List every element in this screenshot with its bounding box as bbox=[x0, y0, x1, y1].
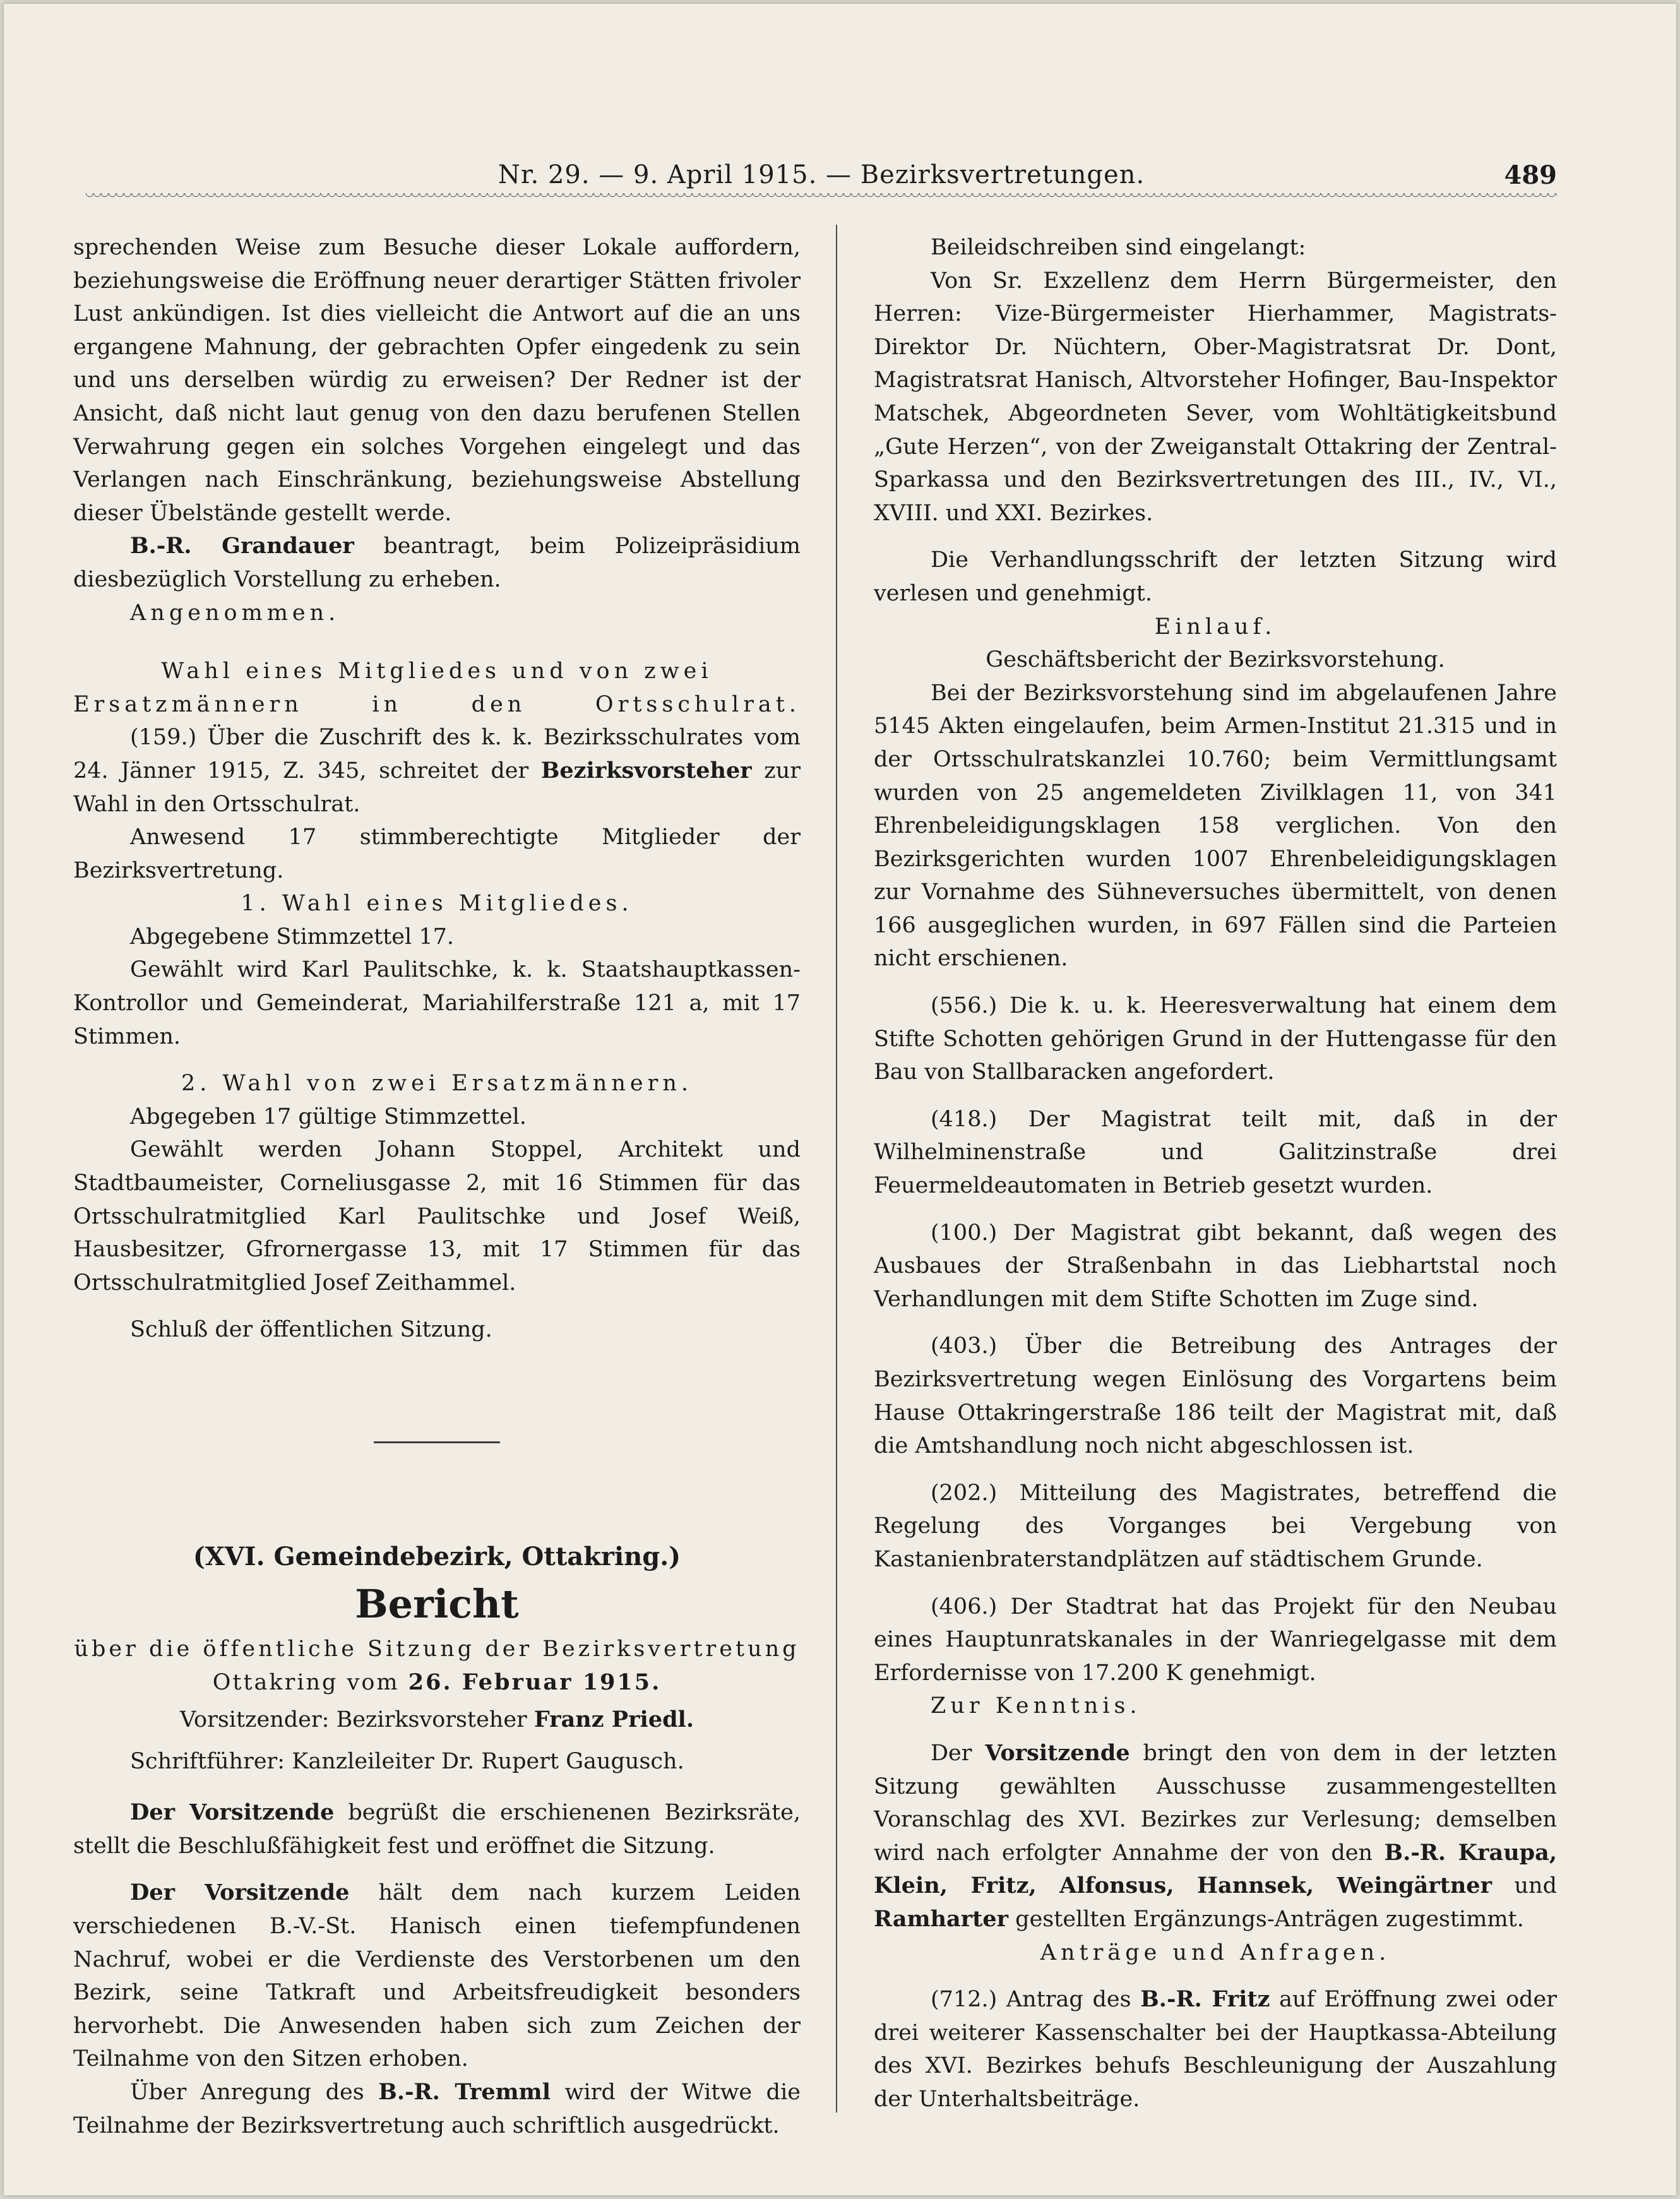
district-heading: (XVI. Gemeindebezirk, Ottakring.) bbox=[193, 1542, 681, 1571]
paragraph: Von Sr. Exzellenz dem Herrn Bürgermeister, den Herren: Vize-Bürgermeister Hierhammer, Magistrats-Direktor Dr. Nüchtern, Ober-Magistratsrat Dr. Dont, Magistratsrat Hanisch, Altvorsteher Hofinger, Bau-Inspektor Matschek, Abgeordneten Sever, vom Wohltätigkeitsbund „Gute Herzen“, von der Zweiganstalt Ottakring der Zentral-Sparkassa und den Bezirksvertretungen des III., IV., VI., XVIII. und XXI. Bezirkes. bbox=[874, 268, 1557, 526]
paragraph-text: (159.) Über die Zuschrift des k. k. Bezirksschulrates vom 24. Jänner 1915, Z. 345, schreitet der bbox=[73, 725, 801, 784]
section-heading: Einlauf. bbox=[1154, 614, 1277, 640]
paragraph: (202.) Mitteilung des Magistrates, betreffend die Regelung des Vorganges bei Vergebung von Kastanienbraterstandplätzen auf städtischem Grunde. bbox=[874, 1480, 1557, 1572]
paragraph-text: begrüßt die erschienenen Bezirksräte, stellt die Beschlußfähigkeit fest und eröffnet die Sitzung. bbox=[73, 1800, 801, 1859]
paragraph-text: gestellten Ergänzungs-Anträgen zugestimmt. bbox=[1008, 1906, 1524, 1932]
chair-line bbox=[73, 1699, 801, 1741]
header-wavy-rule bbox=[86, 193, 1557, 202]
resolution: Zur Kenntnis. bbox=[931, 1693, 1141, 1719]
page bbox=[4, 4, 1676, 2195]
paragraph-text: Über Anregung des bbox=[130, 2079, 379, 2105]
chair-name: Franz Priedl. bbox=[533, 1707, 694, 1733]
speaker-name: B.-R. Tremml bbox=[378, 2078, 551, 2105]
chair-label: Vorsitzender: Bezirksvorsteher bbox=[179, 1707, 534, 1733]
paragraph: sprechenden Weise zum Besuche dieser Lokale auffordern, beziehungsweise die Eröffnung neuer derartiger Stätten frivoler Lust ankündigen. Ist dies vielleicht die Antwort auf die an uns ergangene Mahnung, der gebrachten Opfer eingedenk zu sein und uns derselben würdig zu erweisen? Der Redner ist der Ansicht, daß nicht laut genug von den dazu berufenen Stellen Verwahrung gegen ein solches Vorgehen eingelegt und das Verlangen nach Einschränkung, beziehungsweise Abstellung dieser Übelstände gestellt werde. bbox=[73, 235, 801, 526]
paragraph: (100.) Der Magistrat gibt bekannt, daß wegen des Ausbaues der Straßenbahn in das Liebhartstal noch Verhandlungen mit dem Stifte Schotten im Zuge sind. bbox=[874, 1220, 1557, 1312]
paragraph bbox=[73, 2076, 801, 2142]
paragraph: (406.) Der Stadtrat hat das Projekt für den Neubau eines Hauptunratskanales in der Wanriegelgasse mit dem Erfordernisse von 17.200 K genehmigt. bbox=[874, 1594, 1557, 1686]
column-divider bbox=[836, 225, 837, 2113]
speaker-name: Der Vorsitzende bbox=[130, 1880, 350, 1906]
paragraph bbox=[73, 721, 801, 821]
paragraph: (556.) Die k. u. k. Heeresverwaltung hat einem dem Stifte Schotten gehörigen Grund in der Huttengasse für den Bau von Stallbaracken angefordert. bbox=[874, 993, 1557, 1085]
section-heading: Wahl eines Mitgliedes und von zwei Ersatzmännern in den Ortsschulrat. bbox=[73, 659, 801, 717]
secretary-line: Schriftführer: Kanzleileiter Dr. Rupert Gaugusch. bbox=[130, 1749, 684, 1775]
paragraph-text: auf Eröffnung zwei oder drei weiterer Kassenschalter bei der Hauptkassa-Abteilung des XVI. Bezirkes behufs Beschleunigung der Auszahlung der Unterhaltsbeiträge. bbox=[874, 1987, 1558, 2112]
session-date: 26. Februar 1915. bbox=[408, 1669, 662, 1695]
right-column bbox=[874, 231, 1557, 2116]
paragraph: Gewählt werden Johann Stoppel, Architekt und Stadtbaumeister, Corneliusgasse 2, mit 16 Stimmen für das Ortsschulratmitglied Karl Paulitschke und Josef Weiß, Hausbesitzer, Gfrornergasse 13, mit 17 Stimmen für das Ortsschulratmitglied Josef Zeithammel. bbox=[73, 1137, 801, 1296]
paragraph-text: zur Wahl in den Ortsschulrat. bbox=[73, 758, 801, 817]
speaker-name: B.-R. Fritz bbox=[1140, 1986, 1270, 2013]
speaker-name: Ramharter bbox=[874, 1905, 1009, 1932]
paragraph bbox=[73, 1876, 801, 2076]
paragraph: Anwesend 17 stimmberechtigte Mitglieder der Bezirksvertretung. bbox=[73, 825, 801, 883]
speaker-name: B.-R. Grandauer bbox=[130, 533, 354, 559]
section-heading: Anträge und Anfragen. bbox=[1040, 1940, 1391, 1965]
report-subtitle bbox=[73, 1666, 801, 1700]
resolution: Angenommen. bbox=[130, 600, 340, 626]
paragraph-text: Der bbox=[931, 1740, 986, 1766]
report-title: Bericht bbox=[355, 1581, 519, 1627]
speaker-name: Der Vorsitzende bbox=[130, 1799, 335, 1826]
paragraph: Bei der Bezirksvorstehung sind im abgelaufenen Jahre 5145 Akten eingelaufen, beim Armen-Institut 21.315 und in der Ortsschulratskanzlei 10.760; beim Vermittlungsamt wurden von 25 angemeldeten Zivilklagen 11, von 341 Ehrenbeleidigungsklagen 158 verglichen. Von den Bezirksgerichten wurden 1007 Ehrenbeleidigungsklagen zur Vornahme des Sühneversuches übermittelt, von denen 166 ausgeglichen wurden, in 697 Fällen sind die Parteien nicht erschienen. bbox=[874, 680, 1557, 972]
paragraph: Abgegeben 17 gültige Stimmzettel. bbox=[130, 1104, 527, 1129]
header-title: Nr. 29. — 9. April 1915. — Bezirksvertretungen. bbox=[497, 160, 1145, 189]
paragraph bbox=[874, 1983, 1557, 2116]
speaker-names: B.-R. Kraupa, Klein, Fritz, Alfonsus, Hannsek, Weingärtner bbox=[874, 1839, 1558, 1899]
page-number: 489 bbox=[1504, 160, 1557, 190]
paragraph: Schluß der öffentlichen Sitzung. bbox=[130, 1317, 492, 1343]
subheading: 1. Wahl eines Mitgliedes. bbox=[241, 891, 633, 917]
paragraph-text: hält dem nach kurzem Leiden verschiedenen B.-V.-St. Hanisch einen tiefempfundenen Nachruf, wobei er die Verdienste des Verstorbenen um den Bezirk, seine Tatkraft und Arbeitsfreudigkeit besonders hervorhebt. Die Anwesenden haben sich zum Zeichen der Teilnahme von den Sitzen erhoben. bbox=[73, 1880, 801, 2072]
paragraph-text: und bbox=[1492, 1873, 1557, 1899]
paragraph: (418.) Der Magistrat teilt mit, daß in der Wilhelminenstraße und Galitzinstraße drei Feuermeldeautomaten in Betrieb gesetzt wurden. bbox=[874, 1106, 1557, 1199]
paragraph bbox=[73, 530, 801, 596]
paragraph-text: wird der Witwe die Teilnahme der Bezirksvertretung auch schriftlich ausgedrückt. bbox=[73, 2079, 801, 2138]
paragraph-text: beantragt, beim Polizeipräsidium diesbezüglich Vorstellung zu erheben. bbox=[73, 533, 801, 592]
running-header bbox=[86, 153, 1557, 197]
paragraph: (403.) Über die Betreibung des Antrages der Bezirksvertretung wegen Einlösung des Vorgartens beim Hause Ottakringerstraße 186 teilt der Magistrat mit, daß die Amtshandlung noch nicht abgeschlossen ist. bbox=[874, 1333, 1557, 1459]
paragraph-text: bringt den von dem in der letzten Sitzung gewählten Ausschusse zusammengestellten Voranschlag des XVI. Bezirkes zur Verlesung; demselben wird nach erfolgter Annahme der von den bbox=[874, 1740, 1557, 1866]
speaker-name: Vorsitzende bbox=[985, 1739, 1130, 1766]
paragraph: Gewählt wird Karl Paulitschke, k. k. Staatshauptkassen-Kontrollor und Gemeinderat, Mariahilferstraße 121 a, mit 17 Stimmen. bbox=[73, 957, 801, 1049]
paragraph-text: (712.) Antrag des bbox=[931, 1987, 1141, 2013]
paragraph: Abgegebene Stimmzettel 17. bbox=[130, 924, 455, 950]
paragraph: Beileidschreiben sind eingelangt: bbox=[931, 235, 1306, 260]
speaker-name: Bezirksvorsteher bbox=[540, 757, 752, 784]
paragraph: Die Verhandlungsschrift der letzten Sitzung wird verlesen und genehmigt. bbox=[874, 547, 1557, 606]
subheading: 2. Wahl von zwei Ersatzmännern. bbox=[181, 1071, 693, 1097]
paragraph bbox=[874, 1737, 1557, 1936]
left-column bbox=[73, 231, 801, 2142]
subtitle-text: Ottakring vom bbox=[212, 1669, 408, 1695]
subheading: Geschäftsbericht der Bezirksvorstehung. bbox=[986, 647, 1445, 673]
paragraph bbox=[73, 1796, 801, 1862]
report-subtitle: über die öffentliche Sitzung der Bezirksvertretung bbox=[74, 1636, 800, 1662]
